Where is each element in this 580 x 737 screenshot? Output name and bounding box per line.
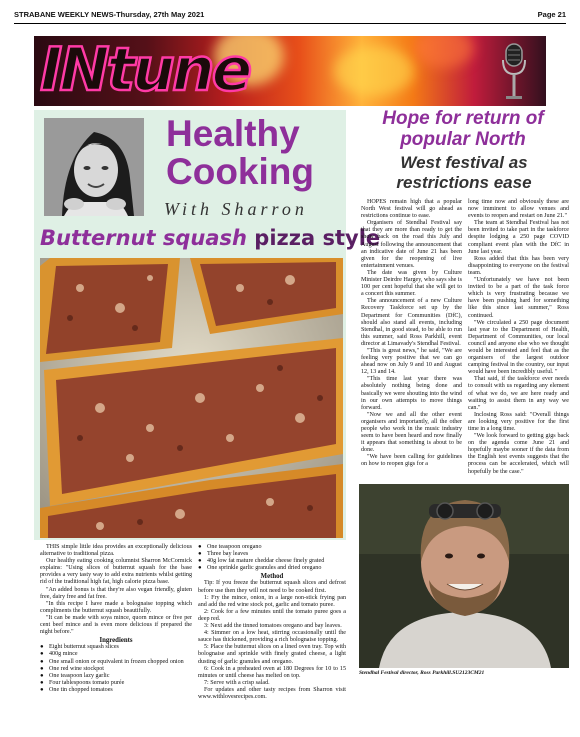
method-step: 4: Simmer on a low heat, stirring occasionally until the sauce has thickened, providing a rich bolognaise topping. <box>198 630 346 644</box>
article-paragraph: Ross added that this has been very disappointing to everyone on the festival team. <box>468 255 569 276</box>
article-paragraph: Inclosing Ross said: "Overall things are looking very positive for the first time in a long time. <box>468 411 569 432</box>
method-step: 7: Serve with a crisp salad. <box>204 679 270 686</box>
article-paragraph: "Now we and all the other event organisers and importantly, all the other people who work in the music industry seem to have been heard and now finally it appears that something is about to be done. <box>361 411 462 454</box>
intro-paragraph: "It can be made with soya mince, quorn mince or five per cent beef mince and is even more delicious if prepared the night before." <box>40 614 192 636</box>
list-item: ● Four tablespoons tomato purée <box>40 680 192 687</box>
article-paragraph: The date was given by Culture Minister Deirdre Hargey, who says she is 100 per cent hopeful that she will get to a concert this summer. <box>361 269 462 298</box>
ingredients-list-continued <box>198 544 346 572</box>
article-column-1 <box>361 199 462 469</box>
article-paragraph: That said, if the taskforce ever needs to consult with us regarding any element of what we do, we are here ready and waiting to assist them in any way we can." <box>468 376 569 411</box>
column-title-healthy: Healthy <box>166 113 300 154</box>
festival-director-photo <box>359 484 569 668</box>
article-column-2 <box>468 199 569 476</box>
recipe-title-pizza: pizza style <box>247 226 381 250</box>
microphone-icon <box>500 42 528 102</box>
list-item: ● 40g low fat mature cheddar cheese finely grated <box>198 558 346 565</box>
recipe-intro-column <box>40 544 192 694</box>
article-paragraph: "This time last year there was absolutely nothing being done and basically we were shouting into the wind in our own attempts to move things forward. <box>361 376 462 411</box>
list-item: ● Eight butternut squash slices <box>40 644 192 651</box>
columnist-photo <box>44 118 144 216</box>
list-item: ● One teaspoon oregano <box>198 544 346 551</box>
logo-tune: tune <box>106 36 250 105</box>
list-item: ● One tin chopped tomatoes <box>40 687 192 694</box>
ingredients-heading: Ingredients <box>99 637 133 645</box>
intune-masthead <box>34 36 546 106</box>
article-subheadline: West festival as restrictions ease <box>396 153 532 192</box>
recipe-title-butternut: Butternut squash <box>40 226 247 250</box>
method-step: For updates and other tasty recipes from Sharron visit www.withlovesrecipes.com. <box>198 686 346 700</box>
photo-caption: Stendhal Festival director, Ross Parkhill.SU2123CM21 <box>359 670 485 676</box>
article-paragraph: "We circulated a 250 page document last year to the Department of Health, Department of Communities, our local council and anyone else who we thought would be interested and feel that as the organisers of the largest outdoor camping festival in the country, our input would have been incredibly useful. " <box>468 319 569 376</box>
method-step: 3: Next add the tinned tomatoes oregano and bay leaves. <box>204 623 342 630</box>
intro-paragraph: "An added bonus is that they're also vegan friendly, gluten free, dairy free and fat free. <box>40 586 192 600</box>
article-headline: Hope for return of popular North <box>382 108 544 150</box>
method-step: 2: Cook for a few minutes until the tomato puree goes a deep red. <box>198 608 346 622</box>
intro-paragraph: "In this recipe I have made a bolognaise topping which compliments the butternut squash beautifully. <box>40 600 192 614</box>
recipe-method-column <box>198 544 346 701</box>
article-paragraph: "Unfortunately we have not been invited to be a part of the task force which is very frustrating because we have been pushing hard for something like this since last summer," Ross continued. <box>468 277 569 319</box>
article-paragraph: HOPES remain high that a popular North West festival will go ahead as restrictions continue to ease. <box>361 199 462 220</box>
intro-paragraph: Our healthy eating cooking columnist Sharron McCormick explains: "Using slices of butternut squash for the base provides a very tasty way to add extra nutrients whilst getting rid of the traditional high fat, high calorie pizza base. <box>40 558 192 586</box>
ingredients-list <box>40 644 192 694</box>
article-paragraph: long time now and obviously these are now imminent to allow venues and events to reopen and restart on June 21." <box>468 199 569 220</box>
list-item: ● One small onion or equivalent in frozen chopped onion <box>40 659 192 666</box>
method-step: 5: Place the butternut slices on a lined oven tray. Top with bolognaise and sprinkle with finely grated cheese, a light dusting of garlic granules and oregano. <box>198 644 346 665</box>
list-item: ● 400g mince <box>40 651 192 658</box>
method-step: 1: Fry the mince, onion, in a large non-stick frying pan and add the red wine stock pot, garlic and tomato puree. <box>198 594 346 608</box>
method-step: 6: Cook in a preheated oven at 180 Degrees for 10 to 15 minutes or until cheese has melted on top. <box>198 665 346 679</box>
recipe-photo <box>40 258 343 538</box>
intro-paragraph: THIS simple little idea provides an exceptionally delicious alternative to traditional pizza. <box>40 544 192 558</box>
article-paragraph: Organisers of Stendhal Festival say that they are more than ready to get the show back on the road this July and August following the announcement that an indicative date of June 21 has been given for the reopening of live entertainment venues. <box>361 220 462 269</box>
article-paragraph: The team at Stendhal Festival has not been invited to take part in the taskforce despite lodging a 250 page COVID compliant event plan with the DfC in June last year. <box>468 220 569 255</box>
list-item: ● One red wine stockpot <box>40 666 192 673</box>
newspaper-dateline: STRABANE WEEKLY NEWS-Thursday, 27th May 2021 <box>14 10 205 19</box>
method-step: Tip: If you freeze the butternut squash slices and defrost before use then they will not need to be cooked first. <box>198 580 346 594</box>
column-title-cooking: Cooking <box>166 151 314 192</box>
page-number: Page 21 <box>537 10 566 19</box>
article-paragraph: "This is great news," he said, "We are feeling very positive that we can go ahead now on July 9 and 10 and August 12, 13 and 14. <box>361 347 462 376</box>
article-paragraph: The announcement of a new Culture Recovery Taskforce set up by the Department for Communities (DfC), should also stand all events, including Stendhal, in good stead, to be able to run this summer, said Ross Parkhill, event director at Limavady's Stendhal Festival. <box>361 298 462 347</box>
article-paragraph: "We have been calling for guidelines on how to reopen gigs for a <box>361 454 462 468</box>
list-item: ● One teaspoon lazy garlic <box>40 673 192 680</box>
column-byline: With Sharron <box>164 199 308 219</box>
page-header <box>14 10 566 24</box>
article-paragraph: "We look forward to getting gigs back on the agenda come June 21 and hopefully maybe sooner if the data from the English test events suggests that the process can be accelerated, which will hopefully be the case." <box>468 433 569 475</box>
recipe-title <box>40 226 380 250</box>
logo-in: IN <box>40 36 107 105</box>
intune-logo <box>40 37 249 103</box>
method-heading: Method <box>260 573 284 581</box>
list-item: ● Three bay leaves <box>198 551 346 558</box>
list-item: ● One sprinkle garlic granules and dried oregano <box>198 565 346 572</box>
